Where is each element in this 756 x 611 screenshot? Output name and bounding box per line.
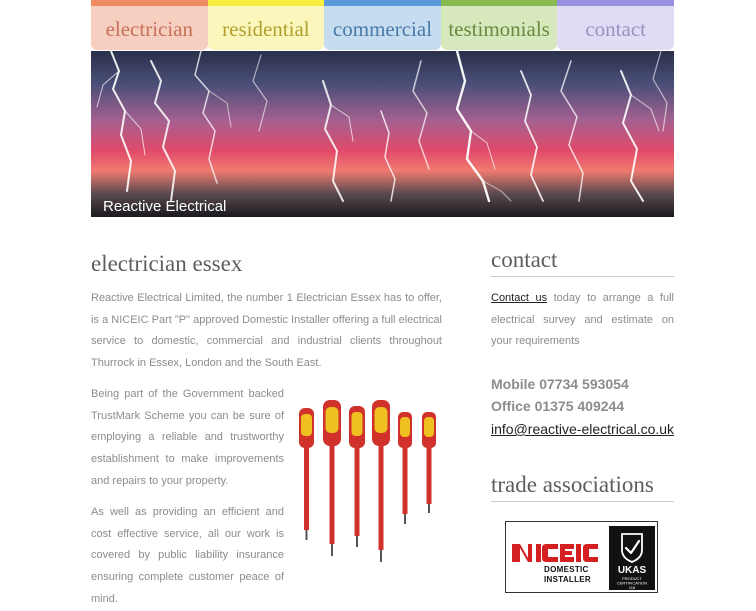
contact-heading: contact — [491, 247, 674, 277]
lightning-banner — [91, 51, 674, 217]
page-title: electrician essex — [91, 251, 243, 276]
nav-tab-label: residential — [222, 16, 310, 41]
nav-tab-bar — [91, 0, 208, 6]
nav-tab-label: electrician — [105, 16, 194, 41]
nav-tab-contact[interactable] — [557, 0, 674, 50]
ukas-subtitle-1: PRODUCT — [622, 576, 642, 581]
email-link[interactable]: info@reactive-electrical.co.uk — [491, 421, 675, 437]
lightning-bolts-image — [91, 51, 674, 217]
banner-caption: Reactive Electrical — [103, 198, 227, 215]
contact-us-link[interactable]: Contact us — [491, 292, 548, 304]
nav-tab-bar — [208, 0, 325, 6]
nav-tab-label: commercial — [332, 16, 433, 41]
nav-tab-bar — [557, 0, 674, 6]
nav-tab-commercial[interactable] — [324, 0, 441, 50]
nav-tab-bar — [441, 0, 558, 6]
niceic-subtitle-line-2: INSTALLER — [544, 575, 591, 584]
contact-description: today to arrange a full electrical survey and estimate on your requirements — [491, 292, 674, 348]
trustmark-paragraph: Being part of the Government backed TrustMark Scheme you can be sure of employing a reliable and trustworthy establishment to make improvements and repairs to your property. — [91, 388, 284, 487]
ukas-subtitle-2: CERTIFICATION — [616, 580, 648, 586]
nav-tab-label: testimonials — [448, 16, 550, 41]
ukas-label: UKAS — [617, 565, 647, 576]
contact-paragraph — [491, 288, 674, 353]
nav-tab-label: contact — [585, 16, 646, 41]
ukas-logo — [609, 526, 655, 590]
accreditation-logos — [505, 521, 658, 593]
screwdrivers-image — [293, 398, 443, 566]
nav-tab-electrician[interactable] — [91, 0, 208, 50]
ukas-number: 118 — [628, 585, 636, 590]
mobile-number: Mobile 07734 593054 — [491, 376, 629, 392]
niceic-logo — [512, 542, 600, 564]
nav-tab-testimonials[interactable] — [441, 0, 558, 50]
intro-paragraph: Reactive Electrical Limited, the number 1 Electrician Essex has to offer, is a NICEIC Part "P" approved Domestic Installer offering a full electrical service to domestic, commercial and industrial clients throughout Thurrock in Essex, London and the South East. — [91, 292, 442, 370]
main-nav — [91, 0, 674, 50]
trade-associations-heading: trade associations — [491, 472, 674, 502]
service-paragraph: As well as providing an efficient and cost effective service, all our work is covered by public liability insurance ensuring complete customer peace of mind. — [91, 506, 284, 605]
niceic-subtitle-line-1: DOMESTIC — [544, 565, 589, 574]
nav-tab-residential[interactable] — [208, 0, 325, 50]
office-number: Office 01375 409244 — [491, 398, 625, 414]
nav-tab-bar — [324, 0, 441, 6]
